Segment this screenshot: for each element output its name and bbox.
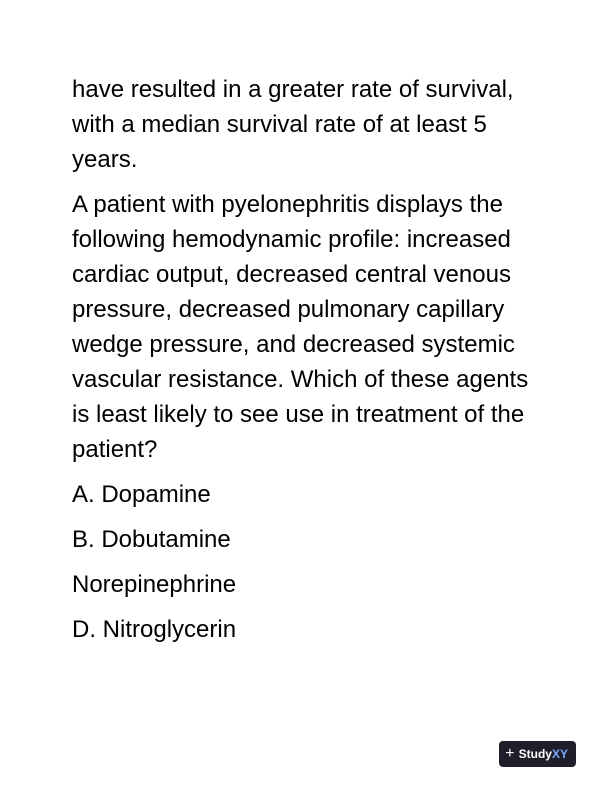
- option-a: A. Dopamine: [72, 481, 211, 508]
- brand-name: [519, 747, 568, 761]
- document-body: [72, 72, 552, 657]
- question-stem: A patient with pyelonephritis displays the following hemodynamic profile: increased cardiac output, decreased central venous pressure, decreased pulmonary capillary wedge pressure, and decreased systemic vascular resistance. Which of these agents is least likely to see use in treatment of the patient?: [72, 191, 529, 463]
- brand-main: Study: [518, 747, 552, 761]
- brand-accent: XY: [551, 747, 568, 761]
- paragraph-continuation: have resulted in a greater rate of survival, with a median survival rate of at least 5 years.: [72, 76, 514, 173]
- option-b: B. Dobutamine: [72, 526, 231, 553]
- option-c: Norepinephrine: [72, 571, 237, 598]
- option-d: D. Nitroglycerin: [72, 616, 237, 643]
- studyxy-badge[interactable]: [499, 741, 576, 767]
- plus-icon: +: [505, 745, 515, 762]
